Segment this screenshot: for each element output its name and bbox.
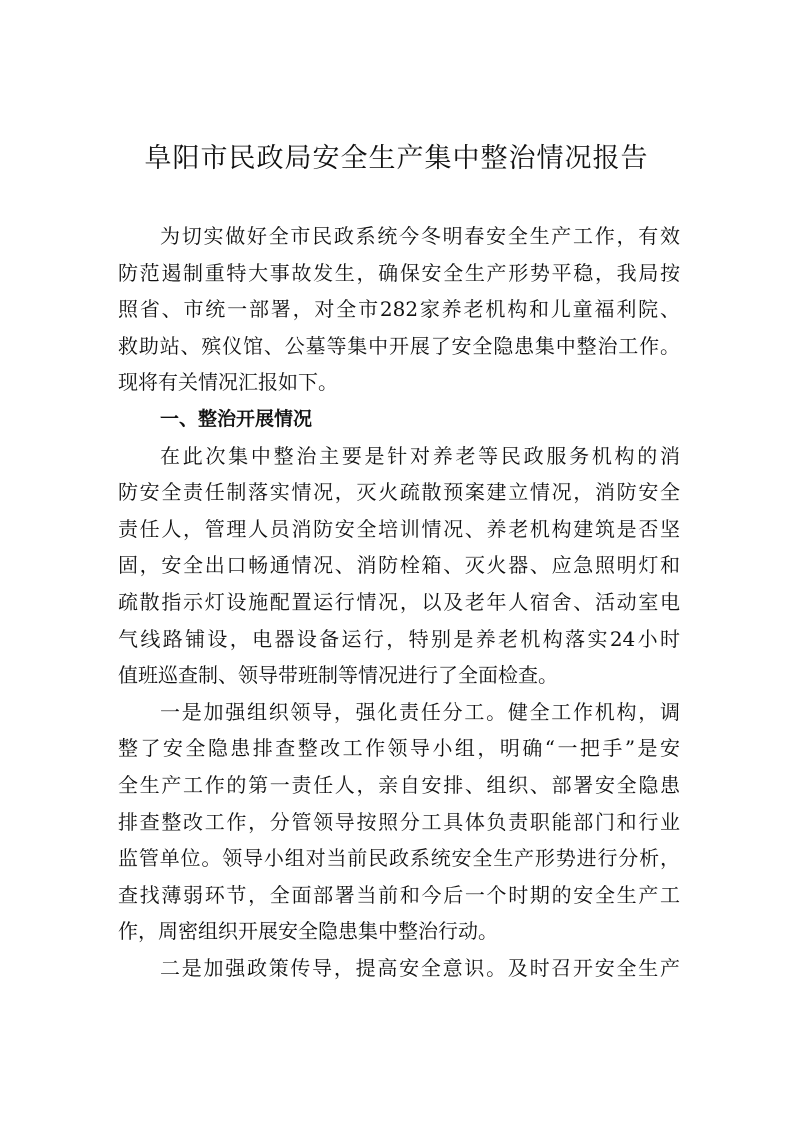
paragraph-line: 气线路铺设，电器设备运行，特别是养老机构落实24小时 bbox=[118, 626, 680, 651]
paragraph-line: 现将有关情况汇报如下。 bbox=[118, 370, 338, 395]
paragraph-line: 救助站、殡仪馆、公墓等集中开展了安全隐患集中整治工作。 bbox=[118, 333, 680, 358]
paragraph-line: 全生产工作的第一责任人，亲自安排、组织、部署安全隐患 bbox=[118, 772, 680, 797]
paragraph-line: 作，周密组织开展安全隐患集中整治行动。 bbox=[118, 919, 498, 944]
paragraph-line: 照省、市统一部署，对全市282家养老机构和儿童福利院、 bbox=[118, 297, 680, 322]
paragraph-line: 为切实做好全市民政系统今冬明春安全生产工作，有效 bbox=[160, 224, 680, 248]
paragraph-line: 疏散指示灯设施配置运行情况，以及老年人宿舍、活动室电 bbox=[118, 589, 680, 614]
paragraph-line: 整了安全隐患排查整改工作领导小组，明确“一把手”是安 bbox=[118, 736, 680, 761]
section-heading: 一、整治开展情况 bbox=[160, 407, 313, 430]
paragraph-line: 二是加强政策传导，提高安全意识。及时召开安全生产 bbox=[160, 955, 680, 980]
paragraph-line: 固，安全出口畅通情况、消防栓箱、灭火器、应急照明灯和 bbox=[118, 553, 680, 578]
paragraph-line: 责任人，管理人员消防安全培训情况、养老机构建筑是否坚 bbox=[118, 516, 680, 541]
paragraph-line: 值班巡查制、领导带班制等情况进行了全面检查。 bbox=[118, 663, 558, 688]
paragraph-line: 监管单位。领导小组对当前民政系统安全生产形势进行分析， bbox=[118, 846, 680, 871]
paragraph-line: 排查整改工作，分管领导按照分工具体负责职能部门和行业 bbox=[118, 809, 680, 834]
paragraph-line: 查找薄弱环节，全面部署当前和今后一个时期的安全生产工 bbox=[118, 882, 680, 907]
paragraph-line: 防范遏制重特大事故发生，确保安全生产形势平稳，我局按 bbox=[118, 260, 680, 285]
paragraph-line: 防安全责任制落实情况，灭火疏散预案建立情况，消防安全 bbox=[118, 480, 680, 505]
document-body bbox=[118, 218, 680, 986]
document-title: 阜阳市民政局安全生产集中整治情况报告 bbox=[144, 143, 649, 174]
paragraph-line: 一是加强组织领导，强化责任分工。健全工作机构，调 bbox=[160, 699, 680, 724]
paragraph-line: 在此次集中整治主要是针对养老等民政服务机构的消 bbox=[160, 443, 680, 468]
